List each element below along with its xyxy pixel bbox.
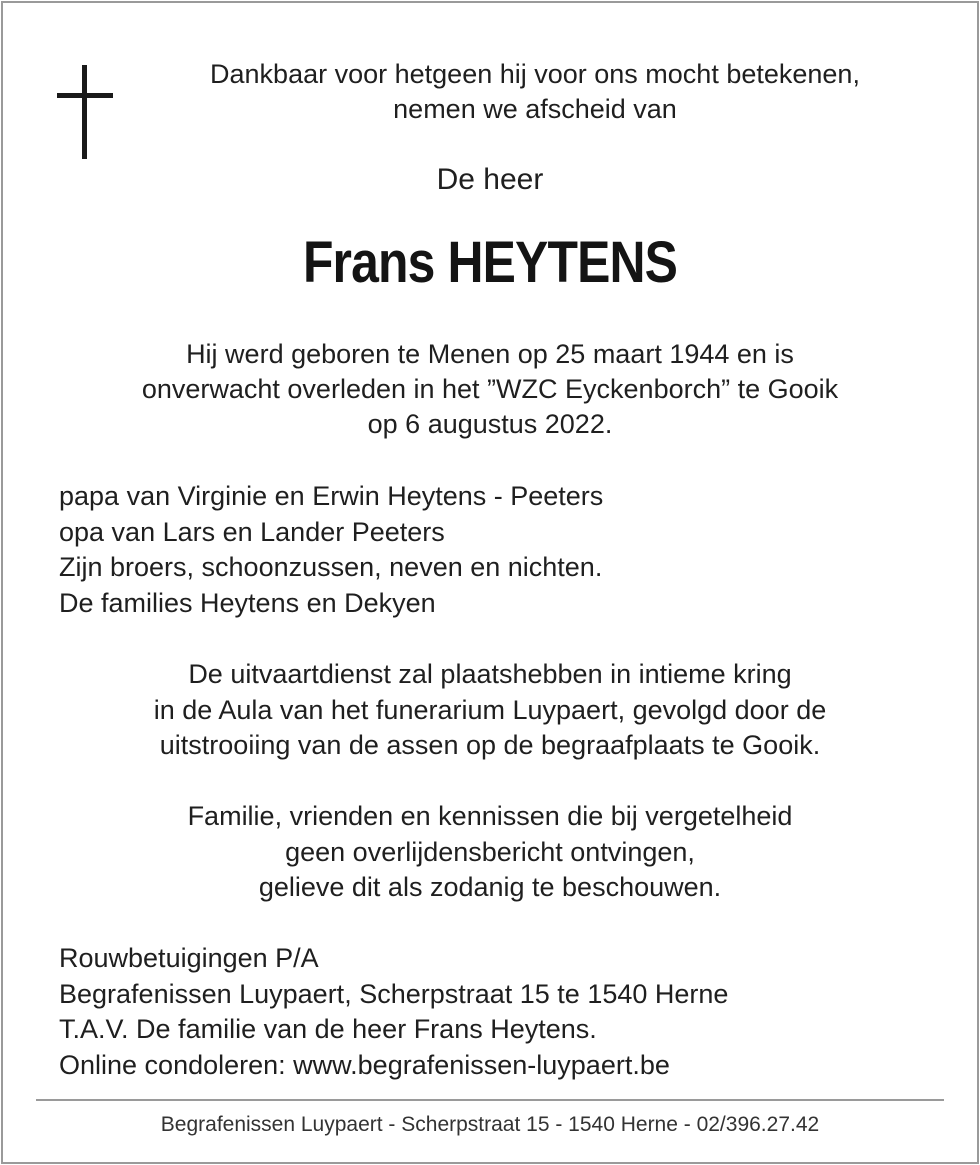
relation-item: opa van Lars en Lander Peeters bbox=[59, 516, 445, 547]
footer-text: Begrafenissen Luypaert - Scherpstraat 15 - 1540 Herne - 02/396.27.42 bbox=[160, 1113, 820, 1136]
notice-line: geen overlijdensbericht ontvingen, bbox=[285, 836, 695, 867]
contact-website-line: Online condoleren: www.begrafenissen-luypaert.be bbox=[59, 1049, 670, 1080]
deceased-name: Frans HEYTENS bbox=[302, 230, 678, 295]
relation-item: Zijn broers, schoonzussen, neven en nichten. bbox=[59, 552, 603, 582]
service-text bbox=[0, 657, 980, 764]
relations-list bbox=[59, 479, 939, 621]
intro-line: Dankbaar voor hetgeen hij voor ons mocht betekenen, bbox=[210, 59, 860, 89]
relation-item: De families Heytens en Dekyen bbox=[59, 587, 436, 618]
service-line: De uitvaartdienst zal plaatshebben in intieme kring bbox=[188, 659, 792, 689]
contact-line: T.A.V. De familie van de heer Frans Heytens. bbox=[59, 1014, 597, 1044]
relation-item: papa van Virginie en Erwin Heytens - Peeters bbox=[59, 481, 604, 511]
intro-line: nemen we afscheid van bbox=[393, 94, 677, 124]
footer-divider bbox=[36, 1099, 944, 1101]
intro-text bbox=[160, 57, 910, 127]
birth-death-line: onverwacht overleden in het ”WZC Eyckenborch” te Gooik bbox=[141, 374, 839, 404]
cross-icon bbox=[57, 65, 113, 159]
service-line: in de Aula van het funerarium Luypaert, gevolgd door de bbox=[153, 694, 827, 725]
birth-death-line: Hij werd geboren te Menen op 25 maart 1944 en is bbox=[186, 339, 794, 369]
notice-line: Familie, vrienden en kennissen die bij vergetelheid bbox=[187, 801, 793, 831]
birth-death-line: op 6 augustus 2022. bbox=[367, 409, 613, 439]
contact-block bbox=[59, 941, 939, 1083]
contact-line: Rouwbetuigingen P/A bbox=[59, 943, 319, 973]
birth-death-text bbox=[0, 337, 980, 442]
notice-line: gelieve dit als zodanig te beschouwen. bbox=[258, 872, 722, 902]
notice-text bbox=[0, 799, 980, 906]
contact-line: Begrafenissen Luypaert, Scherpstraat 15 te 1540 Herne bbox=[59, 978, 729, 1009]
service-line: uitstrooiing van de assen op de begraafplaats te Gooik. bbox=[159, 730, 821, 760]
salutation: De heer bbox=[436, 163, 544, 196]
